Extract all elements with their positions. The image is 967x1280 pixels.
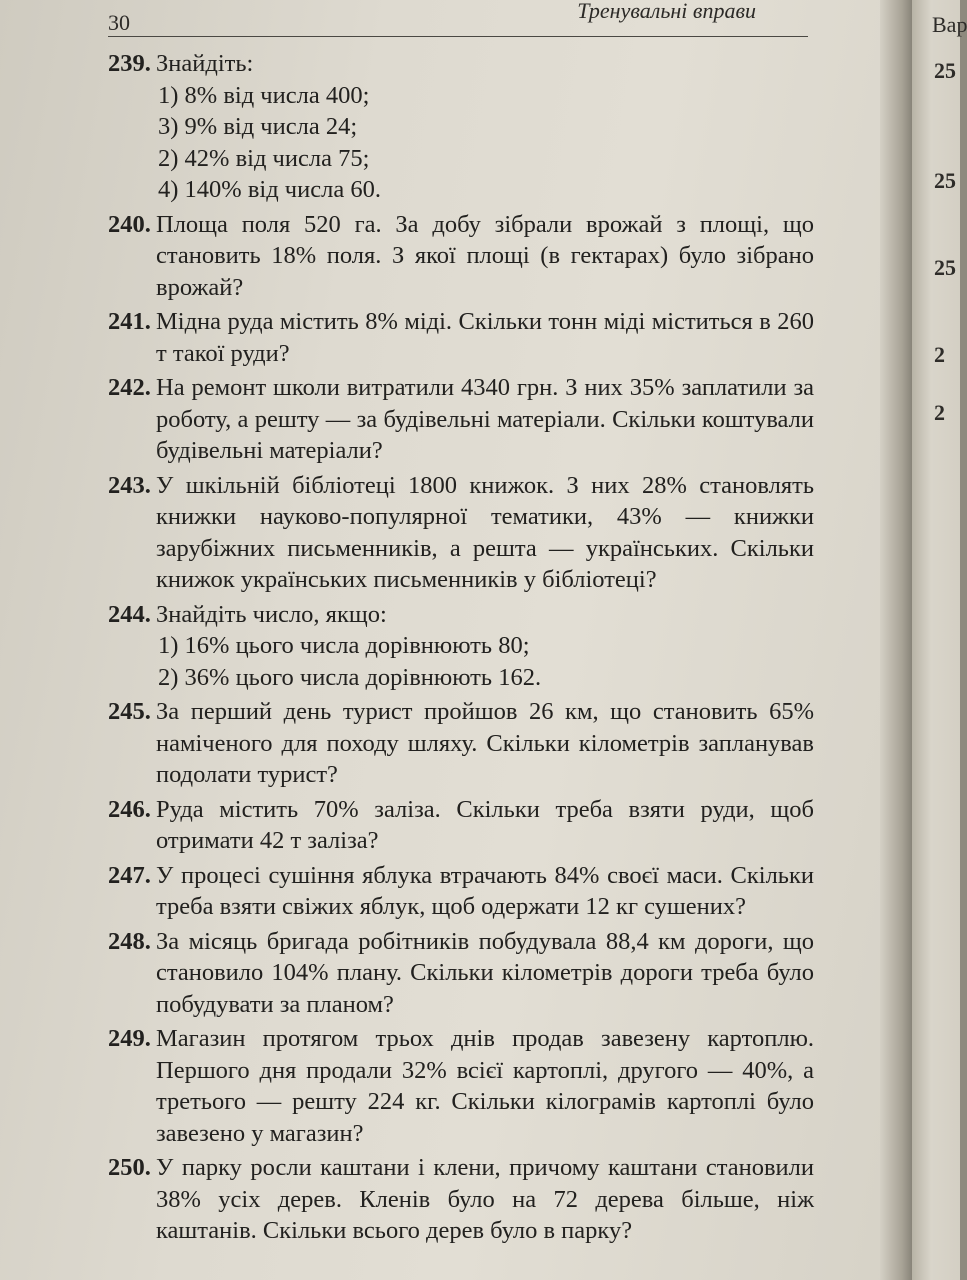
problem-number: 249.	[108, 1025, 151, 1052]
sub-item: 2) 36% цього числа дорівнюють 162.	[158, 663, 542, 691]
problem-249	[108, 1023, 814, 1149]
problem-number: 241.	[108, 308, 151, 335]
problem-number: 246.	[108, 795, 151, 823]
next-page-edge	[912, 0, 967, 1280]
problem-text: Магазин протягом трьох днів продав завезену картоплю. Першого дня продали 32% всієї картоплі, другого — 40%, а третього — решту 224 кг. Скільки кілограмів картоплі було завезено у магазин?	[156, 1025, 814, 1147]
problem-240	[108, 209, 814, 304]
sub-item: 2) 42% від числа 75;	[158, 144, 370, 172]
problem-number: 244.	[108, 600, 151, 628]
problem-242	[108, 372, 814, 467]
sub-items	[156, 80, 814, 206]
running-head	[108, 0, 808, 37]
sub-item: 1) 8% від числа 400;	[158, 81, 370, 109]
problem-245	[108, 696, 814, 791]
problem-text: Руда містить 70% заліза. Скільки треба взяти руди, щоб отримати 42 т заліза?	[156, 795, 814, 854]
problem-244	[108, 599, 814, 694]
next-page-number-fragment: 2	[934, 400, 945, 425]
problem-248	[108, 926, 814, 1021]
problem-text: У процесі сушіння яблука втрачають 84% своєї маси. Скільки треба взяти свіжих яблук, щоб одержати 12 кг сушених?	[156, 861, 814, 920]
problem-246	[108, 794, 814, 857]
problem-text: За перший день турист пройшов 26 км, що становить 65% наміченого для походу шляху. Скільки кілометрів запланував подолати турист?	[156, 698, 814, 788]
problem-243	[108, 470, 814, 596]
problem-text: У шкільній бібліотеці 1800 книжок. З них 28% становлять книжки науково-популярної тематики, 43% — книжки зарубіжних письменників, а решта — українських. Скільки книжок українських письменників у бібліотеці?	[156, 471, 814, 593]
problem-text: У парку росли каштани і клени, причому каштани становили 38% усіх дерев. Кленів було на 72 дерева більше, ніж каштанів. Скільки всього дерев було в парку?	[156, 1154, 814, 1244]
next-page-number-fragment: 25	[934, 255, 956, 280]
problem-text: На ремонт школи витратили 4340 грн. З них 35% заплатили за роботу, а решту — за будівельні матеріали. Скільки коштували будівельні матеріали?	[156, 374, 814, 464]
problem-241	[108, 306, 814, 369]
problem-number: 239.	[108, 50, 151, 77]
problem-list	[108, 48, 814, 1250]
next-page-header-fragment: Вар	[932, 12, 967, 37]
next-page-number-fragment: 25	[934, 168, 956, 193]
problem-250	[108, 1152, 814, 1247]
problem-247	[108, 860, 814, 923]
problem-number: 247.	[108, 861, 151, 889]
sub-item: 3) 9% від числа 24;	[158, 113, 358, 140]
problem-text: Мідна руда містить 8% міді. Скільки тонн міді міститься в 260 т такої руди?	[156, 308, 814, 367]
problem-239	[108, 48, 814, 206]
problem-number: 240.	[108, 210, 151, 238]
problem-number: 243.	[108, 471, 151, 499]
sub-item: 4) 140% від числа 60.	[158, 176, 381, 203]
problem-text: Знайдіть число, якщо:	[156, 600, 387, 628]
problem-text: За місяць бригада робітників побудувала 88,4 км дороги, що становило 104% плану. Скільки кілометрів дороги треба було побудувати за планом?	[156, 927, 814, 1018]
page-number: 30	[108, 10, 130, 35]
problem-number: 245.	[108, 698, 151, 725]
next-page-number-fragment: 25	[934, 58, 956, 83]
problem-number: 250.	[108, 1154, 151, 1181]
problem-text: Знайдіть:	[156, 50, 254, 77]
problem-text: Площа поля 520 га. За добу зібрали врожай з площі, що становить 18% поля. З якої площі (в гектарах) було зібрано врожай?	[156, 210, 814, 301]
sub-item: 1) 16% цього числа дорівнюють 80;	[158, 632, 530, 659]
section-title: Тренувальні вправи	[577, 0, 756, 23]
problem-number: 242.	[108, 374, 151, 401]
sub-items	[156, 630, 814, 693]
problem-number: 248.	[108, 927, 151, 955]
next-page-number-fragment: 2	[934, 342, 945, 367]
